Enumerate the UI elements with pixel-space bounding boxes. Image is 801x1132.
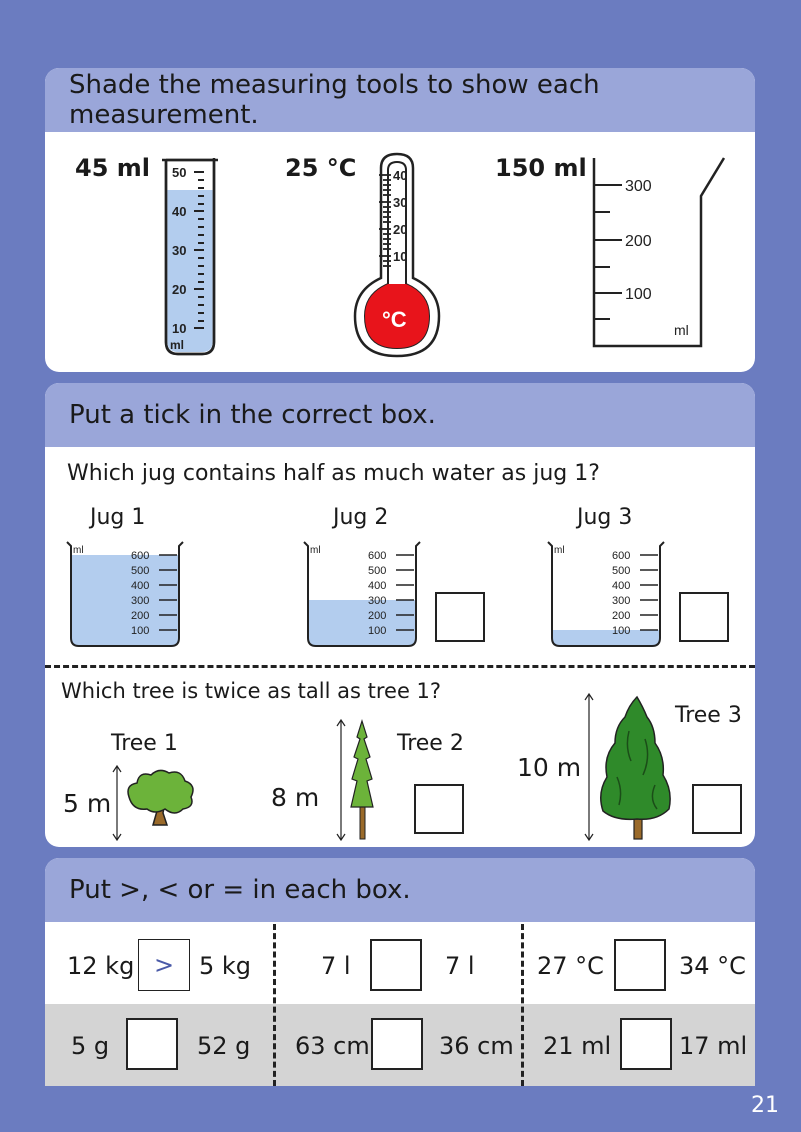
tree2-tick-box[interactable]	[414, 784, 464, 834]
jug2-label: Jug 2	[333, 505, 389, 530]
svg-text:100: 100	[368, 625, 387, 637]
row1-col3-right: 34 °C	[679, 952, 746, 980]
jug2-tick-box[interactable]	[435, 592, 485, 642]
row1-col1-right: 5 kg	[199, 952, 252, 980]
svg-text:500: 500	[131, 565, 150, 577]
tree1-label: Tree 1	[111, 731, 178, 756]
measuring-panel	[45, 68, 755, 372]
row1-col2-right: 7 l	[445, 952, 475, 980]
jug-question: Which jug contains half as much water as jug 1?	[67, 461, 600, 486]
row1-col2-left: 7 l	[321, 952, 351, 980]
test-tube	[160, 152, 222, 362]
page-number: 21	[751, 1093, 779, 1118]
row1-col3-left: 27 °C	[537, 952, 604, 980]
section3-instruction: Put >, < or = in each box.	[69, 875, 411, 905]
section3-header	[45, 858, 755, 922]
tree2-height: 8 m	[271, 783, 320, 812]
thermo-tick-30: 30	[393, 195, 408, 210]
row2-col2-answer-box[interactable]	[371, 1018, 423, 1070]
tick-panel	[45, 383, 755, 847]
col-divider-1	[273, 924, 276, 1086]
jug3-label: Jug 3	[577, 505, 633, 530]
dashed-divider	[45, 665, 755, 668]
svg-text:500: 500	[612, 565, 631, 577]
svg-text:400: 400	[612, 580, 631, 592]
svg-text:300: 300	[612, 595, 631, 607]
thermo-tick-20: 20	[393, 222, 408, 237]
section2-instruction: Put a tick in the correct box.	[69, 400, 436, 430]
svg-text:ml: ml	[310, 545, 321, 556]
measuring-beaker	[590, 154, 730, 350]
section1-header	[45, 68, 755, 132]
tube-tick-20: 20	[172, 282, 187, 297]
svg-text:400: 400	[368, 580, 387, 592]
svg-text:200: 200	[368, 610, 387, 622]
col-divider-2	[521, 924, 524, 1086]
tube-tick-10: 10	[172, 321, 187, 336]
tree2-image	[333, 717, 383, 843]
svg-text:200: 200	[612, 610, 631, 622]
svg-text:600: 600	[612, 550, 631, 562]
svg-text:300: 300	[131, 595, 150, 607]
tree1-image	[109, 763, 209, 843]
jug-2	[302, 538, 422, 650]
svg-text:600: 600	[368, 550, 387, 562]
tree1-height: 5 m	[63, 789, 112, 818]
beaker-tick-300: 300	[625, 178, 652, 195]
tree-question: Which tree is twice as tall as tree 1?	[61, 679, 442, 703]
thermo-unit: °C	[382, 307, 407, 332]
row2-col2-left: 63 cm	[295, 1032, 370, 1060]
row2-col1-left: 5 g	[71, 1032, 110, 1060]
row1-col3-answer-box[interactable]	[614, 939, 666, 991]
row2-col3-right: 17 ml	[679, 1032, 748, 1060]
row2-col1-right: 52 g	[197, 1032, 251, 1060]
thermometer	[351, 150, 443, 362]
svg-text:100: 100	[131, 625, 150, 637]
thermo-tick-10: 10	[393, 249, 408, 264]
tree3-height: 10 m	[517, 753, 582, 782]
svg-text:ml: ml	[554, 545, 565, 556]
svg-text:600: 600	[131, 550, 150, 562]
svg-text:300: 300	[368, 595, 387, 607]
jug1-label: Jug 1	[90, 505, 146, 530]
tree3-label: Tree 3	[675, 703, 742, 728]
svg-text:ml: ml	[73, 545, 84, 556]
row1-col1-left: 12 kg	[67, 952, 135, 980]
beaker-unit: ml	[674, 322, 689, 338]
row1-col2-answer-box[interactable]	[370, 939, 422, 991]
row2-col2-right: 36 cm	[439, 1032, 514, 1060]
tree3-image	[581, 691, 681, 843]
tube-tick-50: 50	[172, 165, 187, 180]
tree2-label: Tree 2	[397, 731, 464, 756]
section1-instruction: Shade the measuring tools to show each measurement.	[69, 70, 600, 130]
tube-tick-30: 30	[172, 243, 187, 258]
svg-text:100: 100	[612, 625, 631, 637]
jug-3	[546, 538, 666, 650]
thermo-tick-40: 40	[393, 168, 408, 183]
tube-target: 45 ml	[75, 154, 150, 182]
svg-text:200: 200	[131, 610, 150, 622]
beaker-tick-200: 200	[625, 233, 652, 250]
tube-tick-40: 40	[172, 204, 187, 219]
tube-unit: ml	[170, 338, 185, 352]
row2-col3-answer-box[interactable]	[620, 1018, 672, 1070]
svg-text:400: 400	[131, 580, 150, 592]
beaker-target: 150 ml	[495, 154, 587, 182]
thermometer-target: 25 °C	[285, 154, 357, 182]
row1-col1-answer-box[interactable]: >	[138, 939, 190, 991]
tree3-tick-box[interactable]	[692, 784, 742, 834]
compare-panel	[45, 858, 755, 1086]
jug-1	[65, 538, 185, 650]
row2-col3-left: 21 ml	[543, 1032, 612, 1060]
row2-col1-answer-box[interactable]	[126, 1018, 178, 1070]
beaker-tick-100: 100	[625, 286, 652, 303]
svg-text:500: 500	[368, 565, 387, 577]
section2-header	[45, 383, 755, 447]
jug3-tick-box[interactable]	[679, 592, 729, 642]
